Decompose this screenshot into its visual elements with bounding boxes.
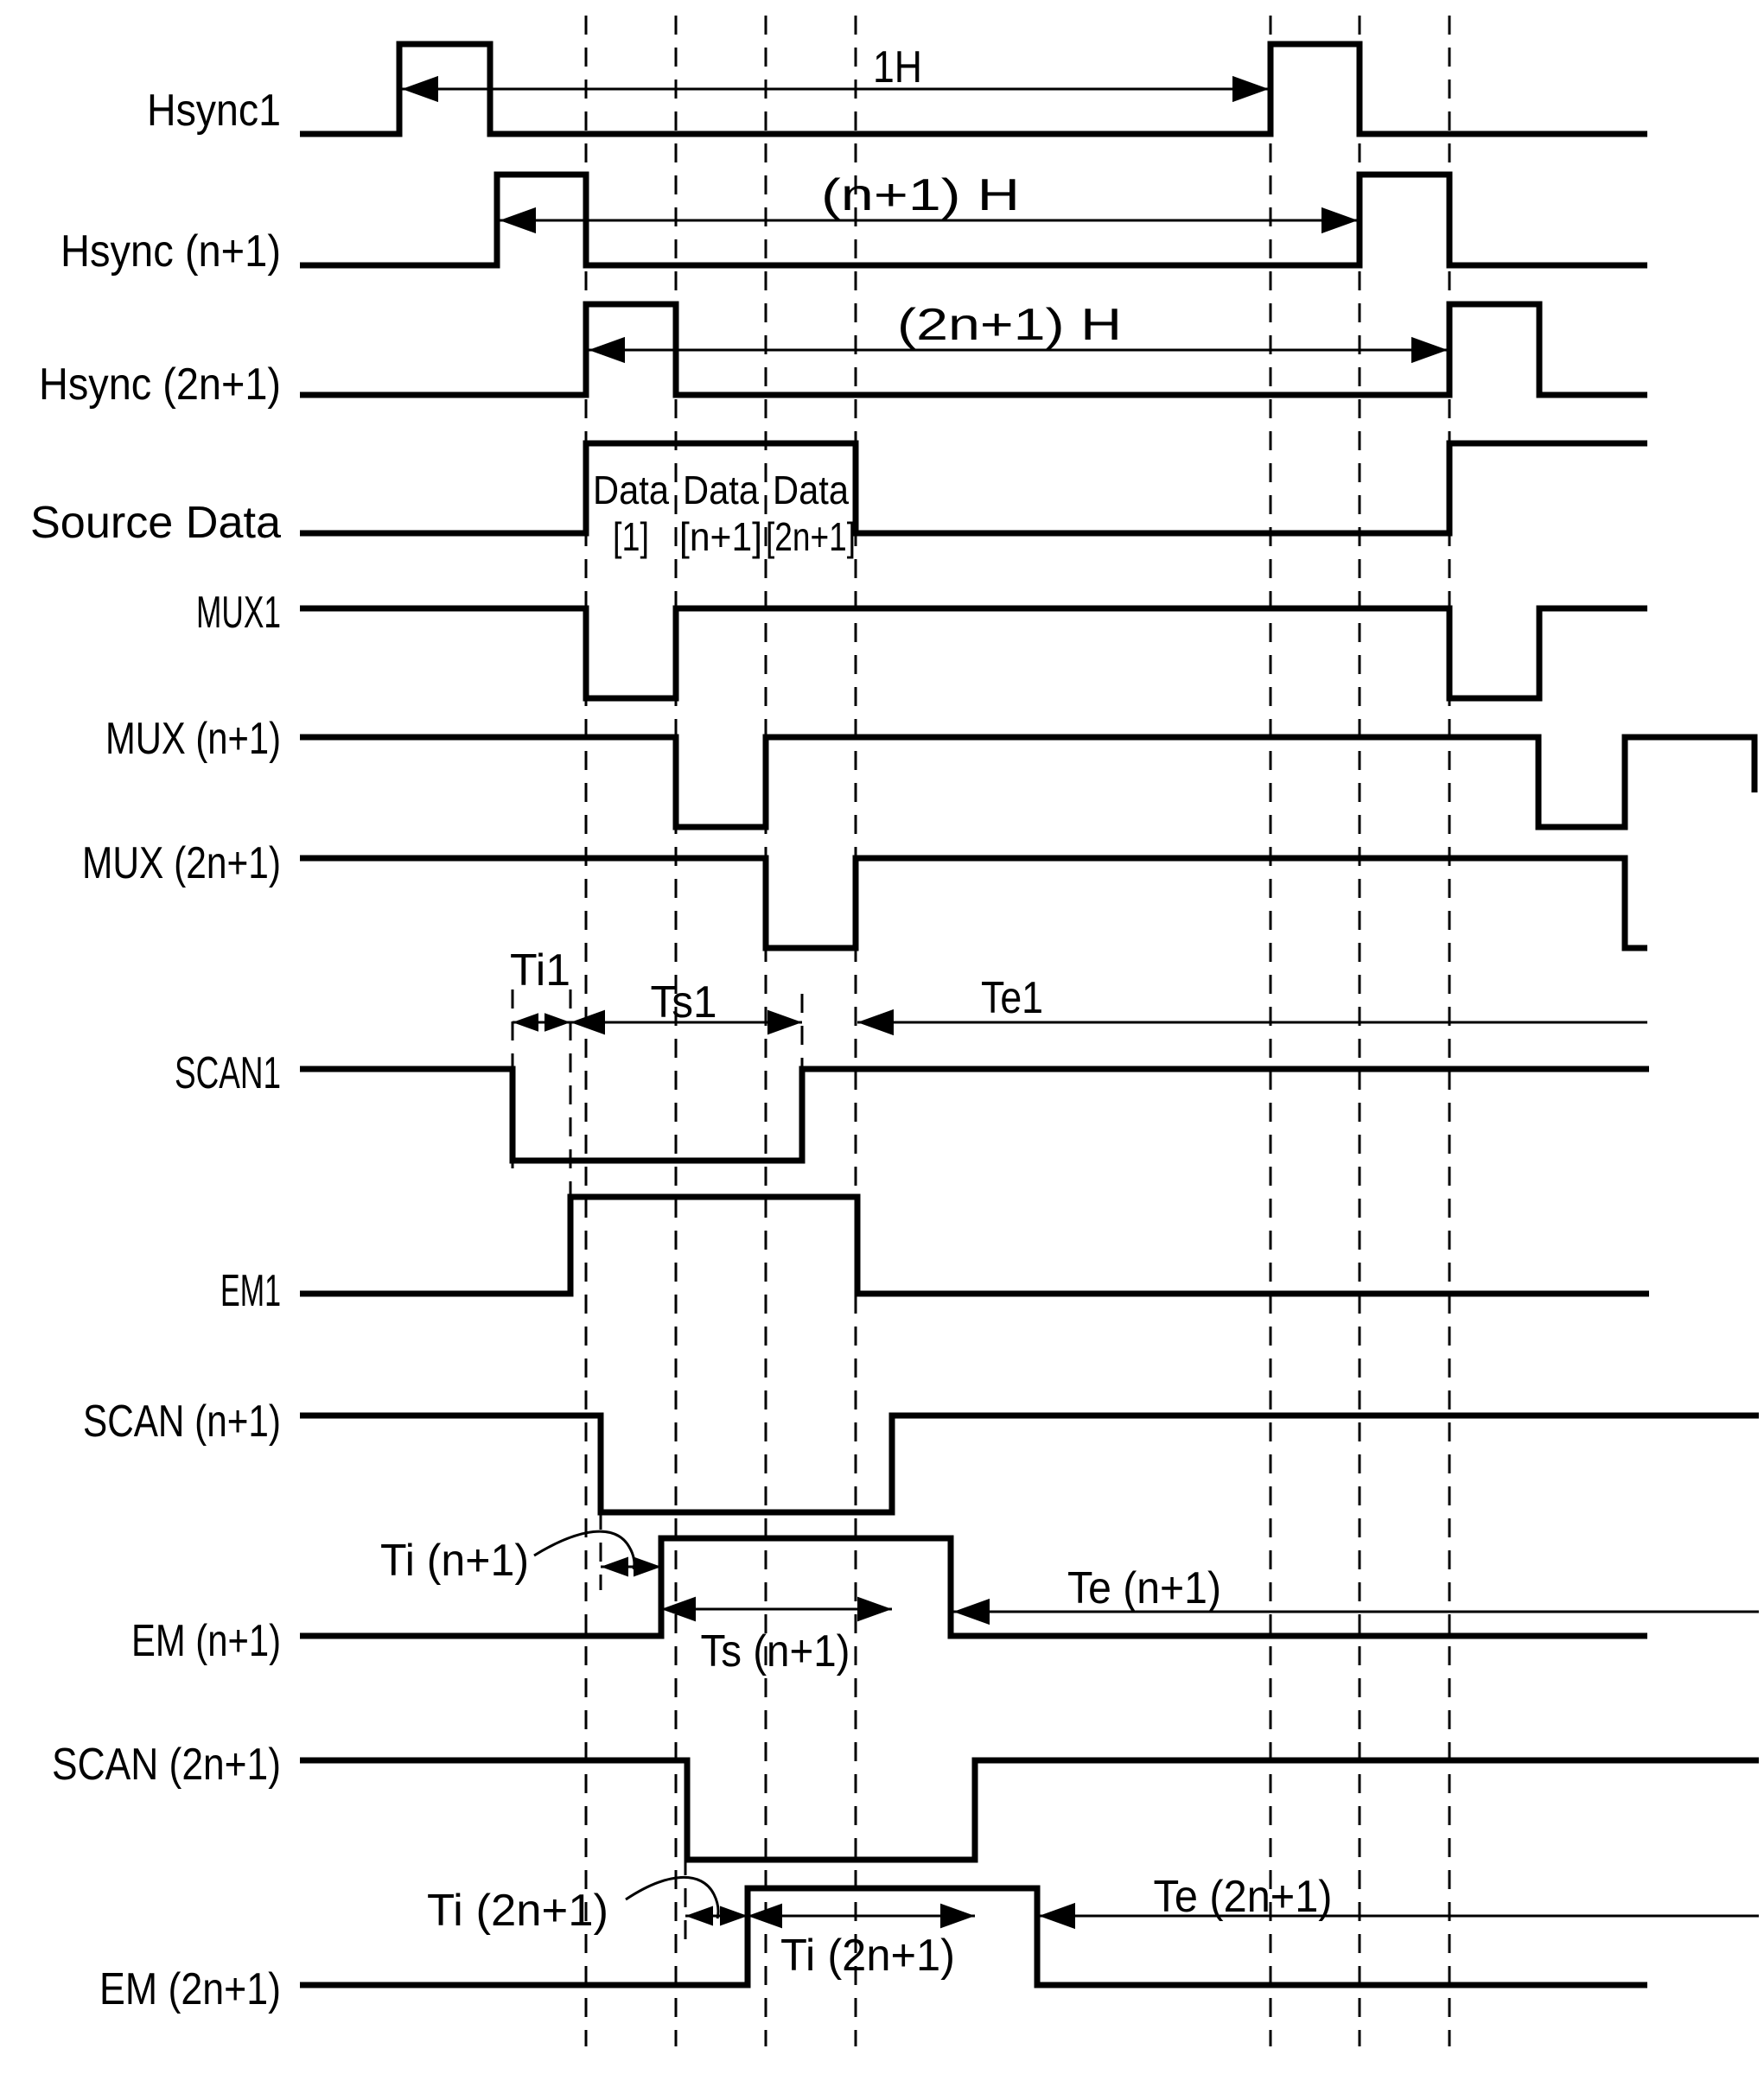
data-cell-2-line2: [n+1] bbox=[679, 514, 762, 559]
signal-label-mux-n1: MUX (n+1) bbox=[105, 714, 281, 764]
dimension-arrows bbox=[402, 76, 1759, 1929]
signal-label-scan1: SCAN1 bbox=[175, 1048, 281, 1098]
arrow-te-2n1-head-left bbox=[1039, 1903, 1075, 1929]
signal-label-scan-2n1: SCAN (2n+1) bbox=[52, 1740, 281, 1790]
text-labels bbox=[30, 42, 1333, 2014]
annotation-ti-2n1-span: Ti (2n+1) bbox=[780, 1931, 955, 1981]
arrow-ts1-head-right bbox=[767, 1010, 802, 1035]
signal-label-hsync-n1: Hsync (n+1) bbox=[60, 226, 281, 277]
arrow-1h-head-right bbox=[1232, 76, 1269, 102]
arrow-n1h-head-left bbox=[500, 207, 536, 233]
annotation-1h: 1H bbox=[873, 42, 922, 92]
signal-label-mux-2n1: MUX (2n+1) bbox=[82, 838, 281, 888]
waveform-em1 bbox=[300, 1197, 1649, 1294]
waveform-mux-n1 bbox=[300, 737, 1754, 827]
arrow-te1-head-left bbox=[857, 1009, 894, 1035]
waveform-mux-2n1 bbox=[300, 858, 1647, 948]
waveform-source-data bbox=[300, 443, 1647, 533]
signal-label-scan-n1: SCAN (n+1) bbox=[83, 1397, 281, 1447]
annotation-ti-n1: Ti (n+1) bbox=[380, 1536, 529, 1586]
annotation-ts-n1: Ts (n+1) bbox=[700, 1626, 850, 1677]
arrow-n1h-head-right bbox=[1321, 207, 1358, 233]
arrow-ti1-head-right bbox=[544, 1013, 570, 1032]
annotation-te-n1: Te (n+1) bbox=[1067, 1563, 1221, 1613]
arrow-ts-n1-head-left bbox=[661, 1597, 696, 1622]
signal-label-mux1: MUX1 bbox=[196, 588, 281, 638]
annotation-ts1: Ts1 bbox=[650, 977, 717, 1028]
signal-label-hsync-2n1: Hsync (2n+1) bbox=[39, 359, 281, 410]
arrow-ti-2n1-span-head-right bbox=[940, 1904, 975, 1929]
arrow-ts-n1-head-right bbox=[857, 1597, 892, 1622]
data-cell-3-line1: Data bbox=[773, 468, 850, 512]
arrow-ti1-head-left bbox=[513, 1013, 538, 1032]
arrow-ti-n1-head-left bbox=[601, 1556, 628, 1576]
annotation-te1: Te1 bbox=[981, 973, 1043, 1023]
arrow-ti-2n1-left-head-left bbox=[685, 1906, 713, 1925]
arrow-ts1-head-left bbox=[570, 1010, 605, 1035]
annotation-ti-2n1-left: Ti (2n+1) bbox=[427, 1886, 608, 1936]
signal-label-em-n1: EM (n+1) bbox=[131, 1616, 281, 1666]
arrow-2n1h-head-left bbox=[589, 337, 625, 363]
waveform-scan1 bbox=[300, 1069, 1649, 1161]
annotation-ti1: Ti1 bbox=[510, 945, 570, 996]
annotation-2n1h: (2n+1) H bbox=[897, 300, 1122, 350]
arrow-1h-head-left bbox=[402, 76, 438, 102]
waveform-scan-n1 bbox=[300, 1416, 1759, 1512]
arrow-ti-2n1-left-head-right bbox=[720, 1906, 748, 1925]
annotation-n1h: (n+1) H bbox=[821, 170, 1020, 220]
data-cell-2-line1: Data bbox=[683, 468, 760, 512]
arrow-ti-n1-head-right bbox=[634, 1556, 661, 1576]
data-cell-3-line2: [2n+1] bbox=[766, 514, 856, 559]
signal-label-em1: EM1 bbox=[220, 1266, 281, 1316]
data-cell-1-line2: [1] bbox=[613, 514, 649, 559]
arrow-te-n1-head-left bbox=[953, 1599, 990, 1625]
signal-label-source-data: Source Data bbox=[30, 498, 282, 548]
waveform-mux1 bbox=[300, 608, 1647, 698]
annotation-te-2n1: Te (2n+1) bbox=[1153, 1872, 1333, 1922]
signal-label-hsync1: Hsync1 bbox=[147, 86, 281, 136]
data-cell-1-line1: Data bbox=[593, 468, 670, 512]
signal-label-em-2n1: EM (2n+1) bbox=[99, 1964, 281, 2014]
arrow-2n1h-head-right bbox=[1411, 337, 1448, 363]
waveform-scan-2n1 bbox=[300, 1760, 1759, 1860]
